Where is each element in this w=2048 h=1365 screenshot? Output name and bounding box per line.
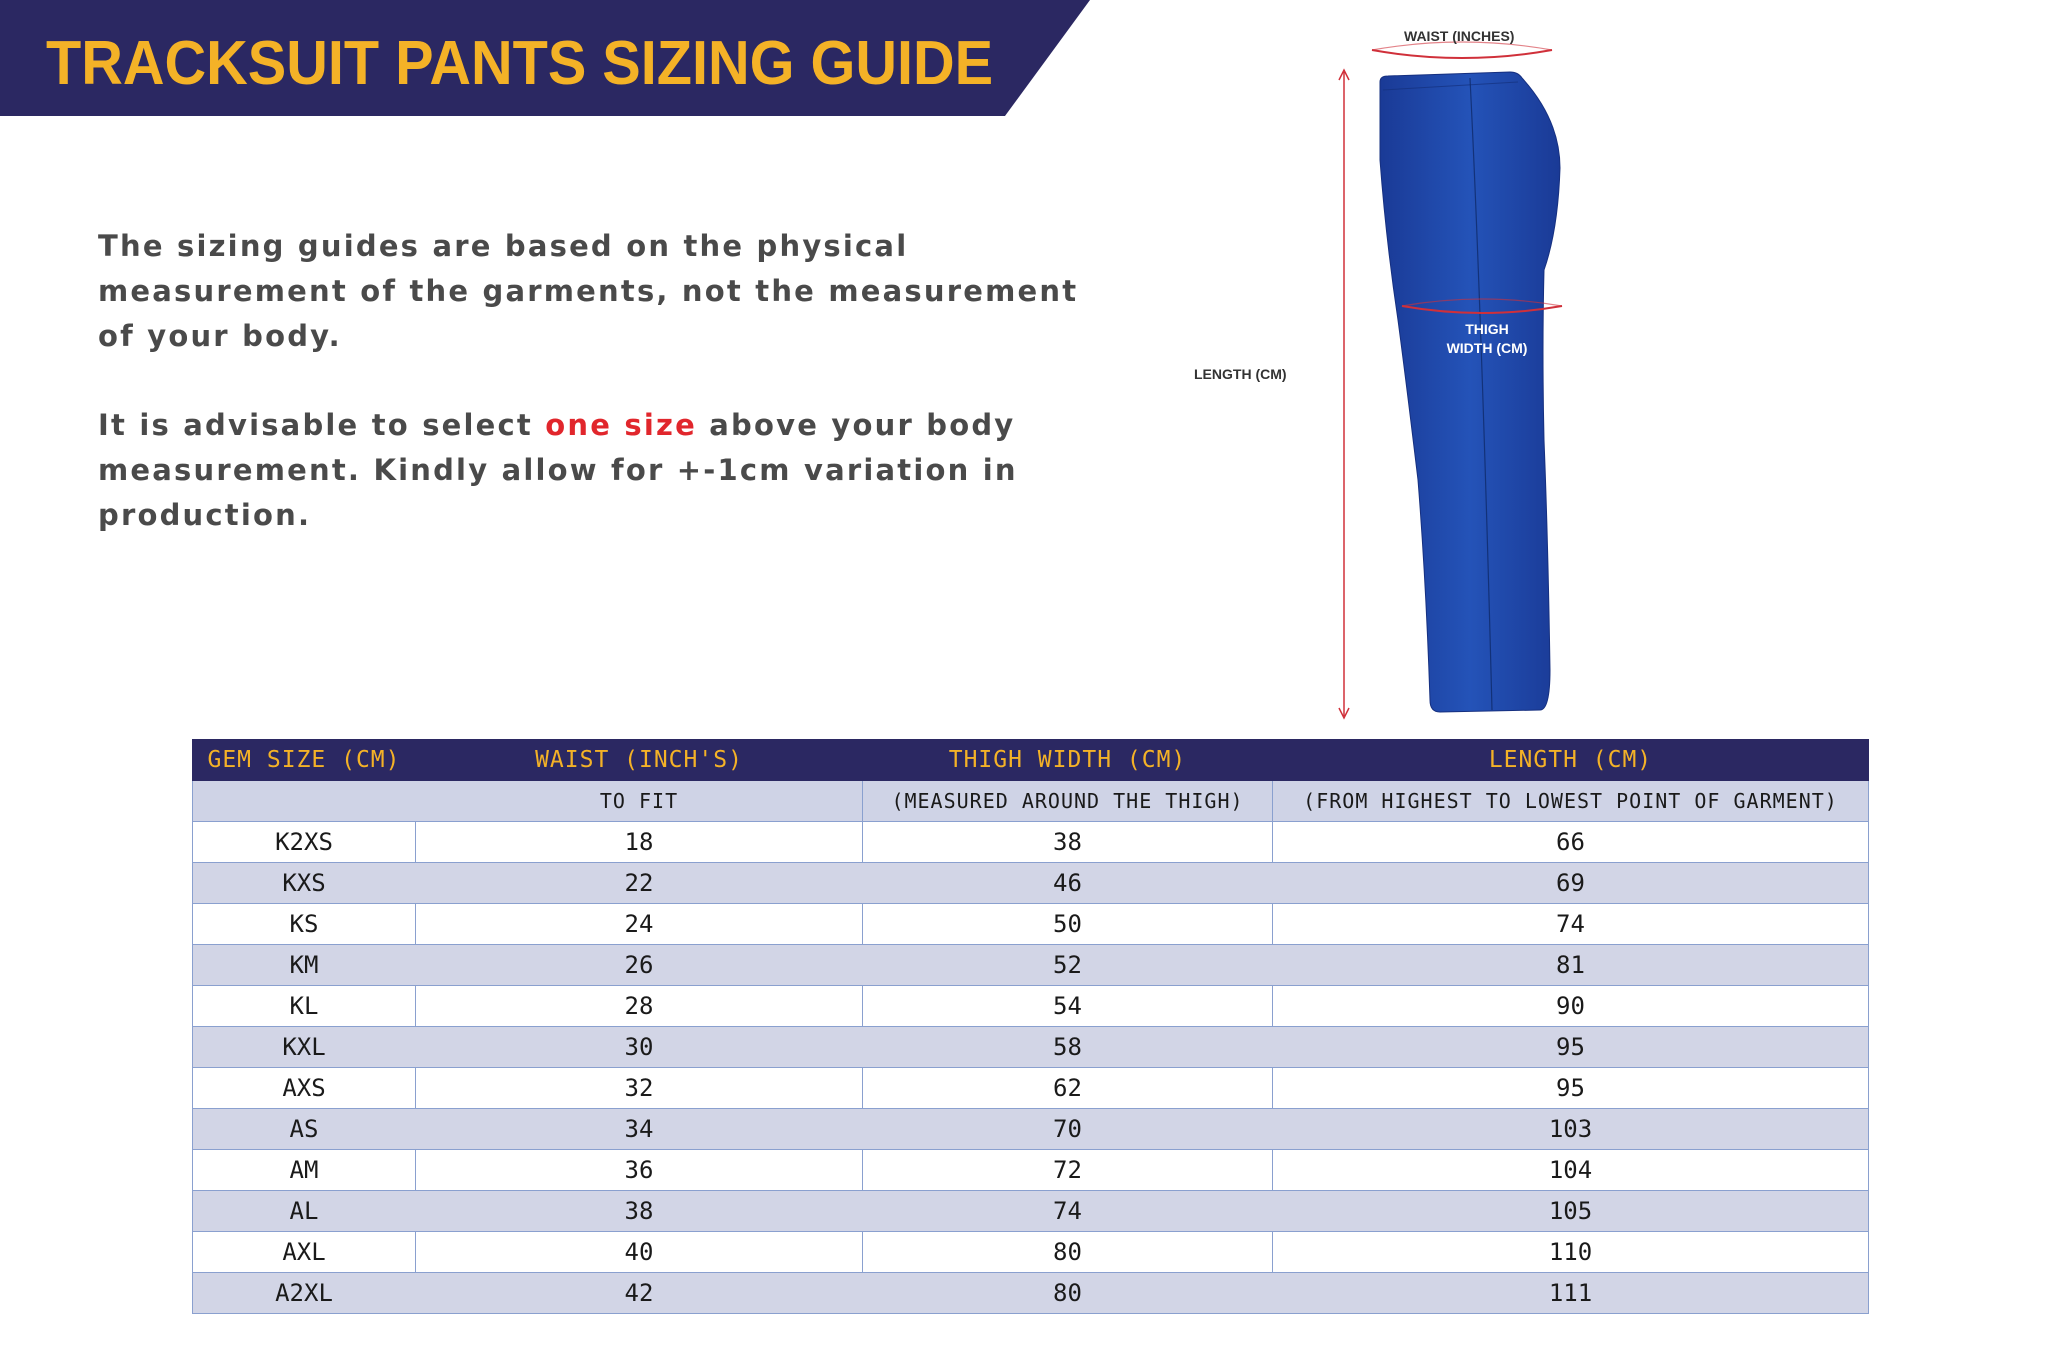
- size-cell: AS: [193, 1109, 416, 1150]
- waist-cell: 22: [416, 863, 863, 904]
- intro-text-after: above your body measurement. Kindly allow for +-1cm variation in production.: [98, 408, 1018, 532]
- length-cell: 111: [1273, 1273, 1869, 1314]
- waist-cell: 42: [416, 1273, 863, 1314]
- size-cell: A2XL: [193, 1273, 416, 1314]
- intro-paragraph-2: [98, 403, 1098, 538]
- table-row: [193, 1191, 1869, 1232]
- length-cell: 95: [1273, 1068, 1869, 1109]
- waist-cell: 36: [416, 1150, 863, 1191]
- thigh-cell: 38: [863, 822, 1273, 863]
- table-row: [193, 1150, 1869, 1191]
- thigh-label-line2: WIDTH (CM): [1446, 340, 1528, 356]
- header-gem-size: GEM SIZE (CM): [193, 740, 416, 781]
- thigh-label-line1: THIGH: [1465, 321, 1509, 337]
- size-cell: AXS: [193, 1068, 416, 1109]
- length-cell: 95: [1273, 1027, 1869, 1068]
- table-row: [193, 1027, 1869, 1068]
- intro-text: [98, 224, 1098, 582]
- size-cell: KXS: [193, 863, 416, 904]
- thigh-cell: 72: [863, 1150, 1273, 1191]
- table-header-row: [193, 740, 1869, 781]
- length-cell: 104: [1273, 1150, 1869, 1191]
- waist-cell: 38: [416, 1191, 863, 1232]
- length-cell: 103: [1273, 1109, 1869, 1150]
- thigh-cell: 52: [863, 945, 1273, 986]
- length-cell: 105: [1273, 1191, 1869, 1232]
- thigh-cell: 54: [863, 986, 1273, 1027]
- table-row: [193, 1232, 1869, 1273]
- table-row: [193, 1068, 1869, 1109]
- thigh-cell: 70: [863, 1109, 1273, 1150]
- length-cell: 81: [1273, 945, 1869, 986]
- size-cell: KL: [193, 986, 416, 1027]
- table-row: [193, 1273, 1869, 1314]
- length-cell: 110: [1273, 1232, 1869, 1273]
- thigh-cell: 58: [863, 1027, 1273, 1068]
- length-cell: 74: [1273, 904, 1869, 945]
- one-size-highlight: one size: [545, 408, 697, 442]
- thigh-cell: 80: [863, 1273, 1273, 1314]
- table-row: [193, 945, 1869, 986]
- thigh-cell: 80: [863, 1232, 1273, 1273]
- size-cell: AXL: [193, 1232, 416, 1273]
- thigh-cell: 74: [863, 1191, 1273, 1232]
- table-row: [193, 822, 1869, 863]
- thigh-label: [1422, 320, 1552, 358]
- length-cell: 69: [1273, 863, 1869, 904]
- waist-cell: 40: [416, 1232, 863, 1273]
- size-cell: AM: [193, 1150, 416, 1191]
- waist-measure-arc: [1372, 50, 1552, 58]
- intro-paragraph-1: The sizing guides are based on the physical measurement of the garments, not the measurement of your body.: [98, 229, 1079, 353]
- intro-text-before: It is advisable to select: [98, 408, 546, 442]
- subheader-blank: [193, 781, 416, 822]
- length-label: LENGTH (CM): [1194, 366, 1287, 382]
- waist-cell: 32: [416, 1068, 863, 1109]
- waist-cell: 30: [416, 1027, 863, 1068]
- header-thigh-width: THIGH WIDTH (CM): [863, 740, 1273, 781]
- subheader-thigh-note: (MEASURED AROUND THE THIGH): [863, 781, 1273, 822]
- thigh-cell: 46: [863, 863, 1273, 904]
- waist-cell: 24: [416, 904, 863, 945]
- waist-cell: 18: [416, 822, 863, 863]
- header-length: LENGTH (CM): [1273, 740, 1869, 781]
- size-cell: KM: [193, 945, 416, 986]
- size-cell: K2XS: [193, 822, 416, 863]
- table-row: [193, 986, 1869, 1027]
- size-cell: AL: [193, 1191, 416, 1232]
- waist-cell: 28: [416, 986, 863, 1027]
- pants-diagram: [1194, 20, 1600, 720]
- waist-label: WAIST (INCHES): [1404, 28, 1515, 44]
- size-cell: KXL: [193, 1027, 416, 1068]
- subheader-length-note: (FROM HIGHEST TO LOWEST POINT OF GARMENT): [1273, 781, 1869, 822]
- table-row: [193, 1109, 1869, 1150]
- page-title: TRACKSUIT PANTS SIZING GUIDE: [46, 29, 994, 98]
- sizing-table: [192, 739, 1869, 1314]
- waist-cell: 34: [416, 1109, 863, 1150]
- thigh-cell: 62: [863, 1068, 1273, 1109]
- size-cell: KS: [193, 904, 416, 945]
- pants-shape: [1380, 72, 1560, 712]
- waist-cell: 26: [416, 945, 863, 986]
- table-row: [193, 904, 1869, 945]
- table-subheader-row: [193, 781, 1869, 822]
- subheader-to-fit: TO FIT: [416, 781, 863, 822]
- table-row: [193, 863, 1869, 904]
- length-cell: 66: [1273, 822, 1869, 863]
- thigh-cell: 50: [863, 904, 1273, 945]
- length-cell: 90: [1273, 986, 1869, 1027]
- header-waist: WAIST (INCH'S): [416, 740, 863, 781]
